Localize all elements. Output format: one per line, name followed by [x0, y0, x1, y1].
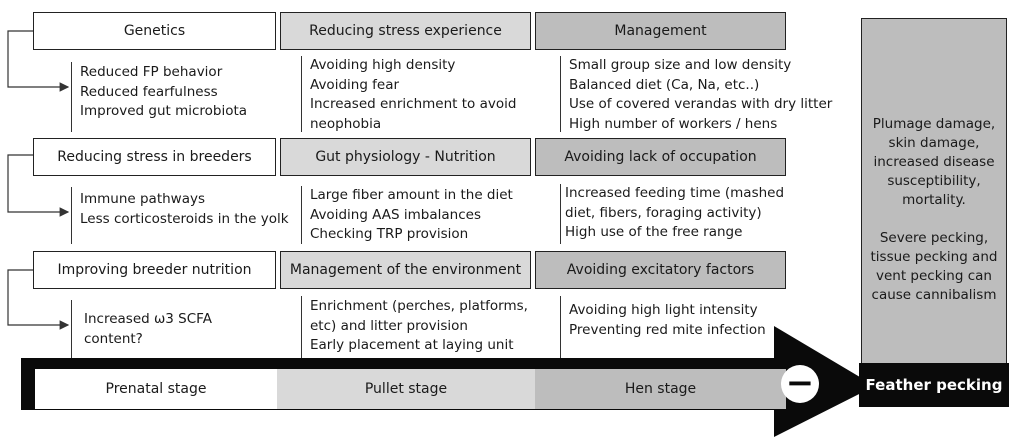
occupation-list [565, 184, 784, 243]
list-item: Avoiding high light intensity [569, 302, 758, 318]
list-divider [301, 296, 302, 358]
excitatory-list [569, 301, 766, 340]
list-item: Improved gut microbiota [80, 103, 248, 119]
list-item: Reduced fearfulness [80, 83, 218, 100]
stage-pullet: Pullet stage [277, 369, 535, 409]
genetics-list [80, 63, 247, 122]
header-reducing-stress-breeders: Reducing stress in breeders [33, 138, 276, 176]
list-divider [301, 56, 302, 132]
management-list [569, 56, 832, 134]
list-item: Preventing red mite infection [569, 321, 766, 338]
header-improving-breeder-nutrition: Improving breeder nutrition [33, 251, 276, 289]
list-item: diet, fibers, foraging activity) [565, 204, 762, 221]
list-item: Immune pathways [80, 191, 206, 207]
stage-hen: Hen stage [535, 369, 786, 409]
environment-list [310, 297, 528, 356]
list-item: High use of the free range [565, 224, 743, 240]
list-item: Early placement at laying unit [310, 337, 514, 353]
list-item: Increased feeding time (mashed [565, 185, 785, 201]
list-item: Checking TRP provision [310, 226, 469, 242]
list-item: etc) and litter provision [310, 317, 468, 334]
list-divider [71, 300, 72, 358]
list-divider [71, 187, 72, 244]
list-item: content? [84, 330, 143, 347]
list-item: Balanced diet (Ca, Na, etc..) [569, 76, 760, 93]
list-item: Avoiding fear [310, 76, 400, 93]
outcome-line: mortality. [902, 192, 966, 208]
outcome-line: increased disease [873, 154, 995, 170]
header-gut-physiology: Gut physiology - Nutrition [280, 138, 531, 176]
list-item: Increased ω3 SCFA [84, 311, 212, 327]
outcome-line: susceptibility, [887, 173, 981, 189]
outcome-line [862, 210, 1006, 229]
outcome-line: vent pecking can [876, 268, 992, 284]
header-avoiding-lack-occupation: Avoiding lack of occupation [535, 138, 786, 176]
list-item: Small group size and low density [569, 57, 792, 73]
list-item: Enrichment (perches, platforms, [310, 298, 528, 314]
outcome-line: cause cannibalism [871, 287, 997, 303]
stage-prenatal: Prenatal stage [35, 369, 277, 409]
list-item: Use of covered verandas with dry litter [569, 96, 833, 112]
list-divider [301, 186, 302, 244]
outcome-line: skin damage, [888, 135, 980, 151]
list-divider [560, 56, 561, 132]
list-item: neophobia [310, 115, 382, 132]
header-management: Management [535, 12, 786, 50]
header-reducing-stress-experience: Reducing stress experience [280, 12, 531, 50]
list-item: Avoiding AAS imbalances [310, 206, 481, 223]
outcome-line: tissue pecking and [870, 249, 998, 265]
gut-physiology-list [310, 186, 513, 245]
outcome-line: Plumage damage, [872, 116, 996, 132]
list-divider [560, 184, 561, 244]
list-item: Large fiber amount in the diet [310, 187, 513, 203]
list-divider [560, 296, 561, 358]
list-item: Avoiding high density [310, 57, 456, 73]
list-item: High number of workers / hens [569, 115, 778, 132]
outcome-box [861, 18, 1007, 364]
minus-icon: − [781, 365, 819, 403]
header-genetics: Genetics [33, 12, 276, 50]
stress-experience-list [310, 56, 516, 134]
list-item: Less corticosteroids in the yolk [80, 210, 289, 227]
list-divider [71, 62, 72, 132]
header-management-environment: Management of the environment [280, 251, 531, 289]
list-item: Reduced FP behavior [80, 64, 223, 80]
breeder-stress-list [80, 190, 289, 229]
outcome-line: Severe pecking, [879, 230, 989, 246]
list-item: Increased enrichment to avoid [310, 96, 517, 112]
feather-pecking-label: Feather pecking [859, 363, 1009, 407]
breeder-nutrition-list [84, 310, 212, 349]
header-avoiding-excitatory-factors: Avoiding excitatory factors [535, 251, 786, 289]
